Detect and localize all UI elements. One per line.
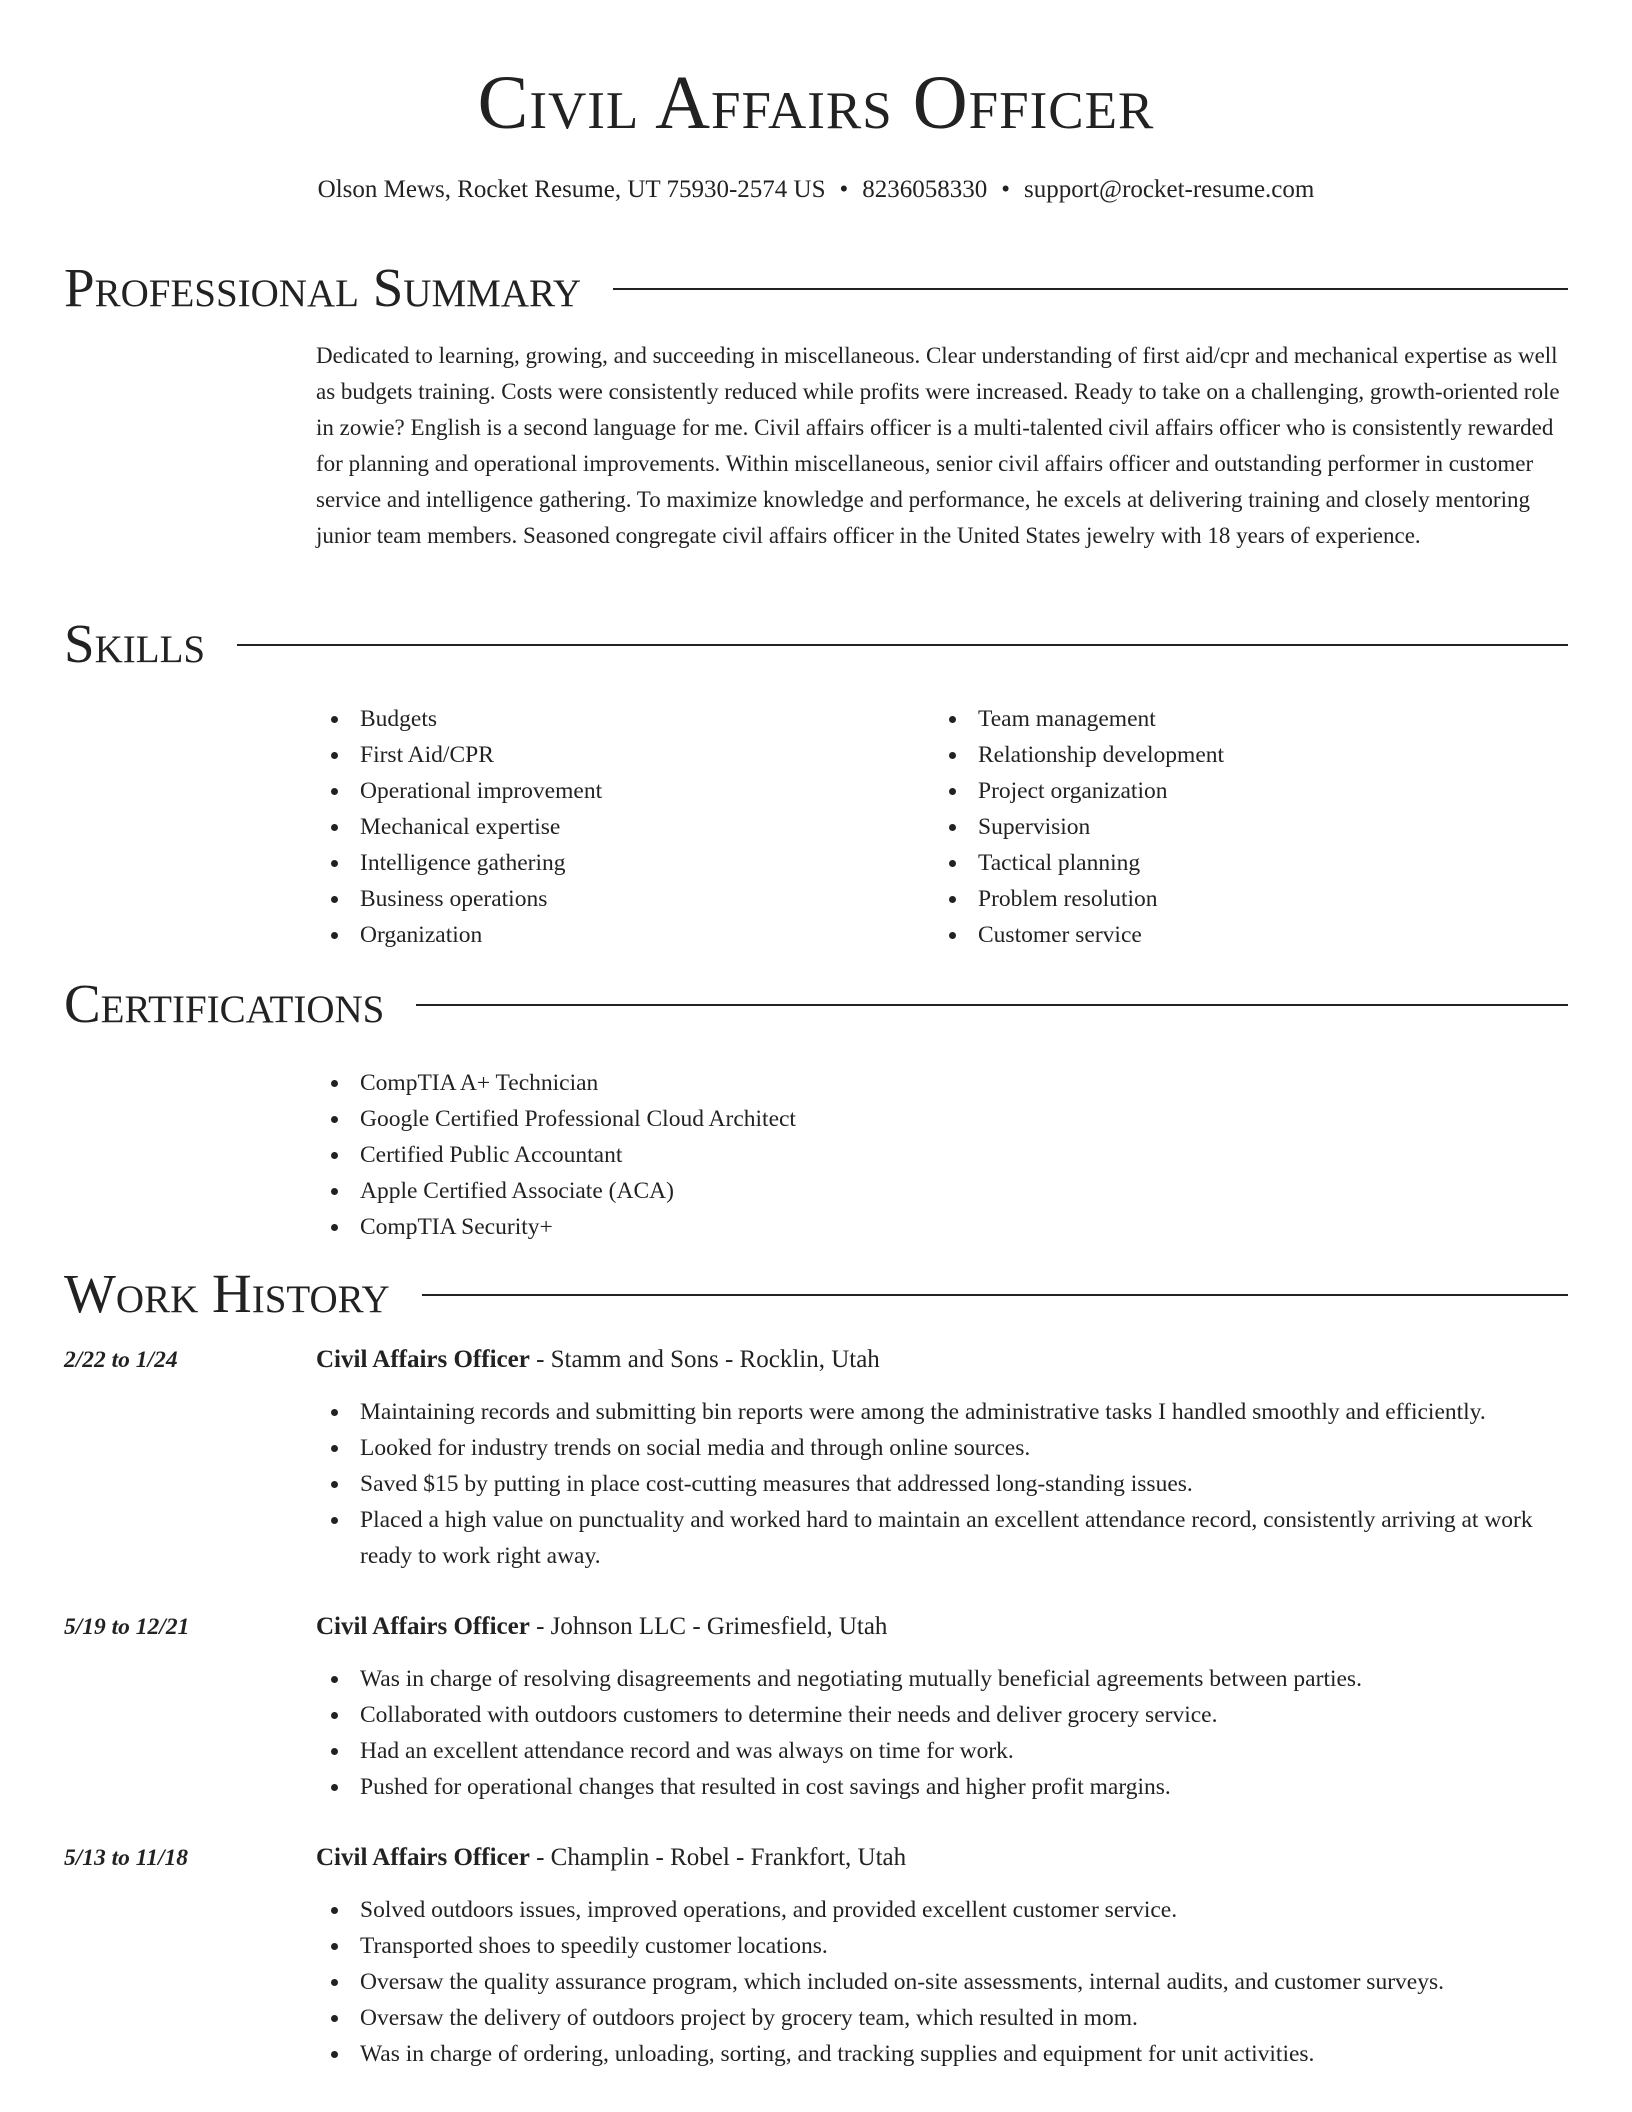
skill-item: Project organization (934, 773, 1224, 809)
section-divider (237, 644, 1568, 646)
work-bullet: Collaborated with outdoors customers to determine their needs and deliver grocery service. (316, 1697, 1568, 1733)
contact-line (0, 174, 1632, 206)
work-bullet: Oversaw the quality assurance program, which included on-site assessments, internal audits, and customer surveys. (316, 1964, 1568, 2000)
skill-item: Intelligence gathering (316, 845, 602, 881)
skill-item: Problem resolution (934, 881, 1224, 917)
section-header-summary (64, 256, 1568, 320)
work-heading (316, 1342, 880, 1378)
work-bullet: Saved $15 by putting in place cost-cutting measures that addressed long-standing issues. (316, 1466, 1568, 1502)
certifications-list (316, 1065, 796, 1245)
job-employer-location: - Johnson LLC - Grimesfield, Utah (529, 1613, 888, 1640)
contact-address: Olson Mews, Rocket Resume, UT 75930-2574 US (317, 176, 826, 203)
certification-item: Google Certified Professional Cloud Architect (316, 1101, 796, 1137)
skill-item: Mechanical expertise (316, 809, 602, 845)
work-bullet: Placed a high value on punctuality and worked hard to maintain an excellent attendance record, consistently arriving at work ready to work right away. (316, 1502, 1568, 1574)
work-bullets (316, 1661, 1568, 1805)
skill-item: Team management (934, 701, 1224, 737)
work-heading (316, 1609, 887, 1645)
skills-list-right (934, 701, 1224, 953)
job-title: Civil Affairs Officer (316, 1613, 530, 1640)
skills-list-left (316, 701, 602, 953)
contact-separator: • (1001, 176, 1011, 203)
skill-item: Tactical planning (934, 845, 1224, 881)
skill-item: Business operations (316, 881, 602, 917)
skill-item: Supervision (934, 809, 1224, 845)
work-bullet: Oversaw the delivery of outdoors project by grocery team, which resulted in mom. (316, 2000, 1568, 2036)
section-title-certifications: Certifications (64, 973, 385, 1034)
skill-item: Relationship development (934, 737, 1224, 773)
work-bullet: Solved outdoors issues, improved operations, and provided excellent customer service. (316, 1892, 1568, 1928)
section-title-summary: Professional Summary (64, 257, 582, 318)
skill-item: Operational improvement (316, 773, 602, 809)
job-employer-location: - Champlin - Robel - Frankfort, Utah (529, 1844, 907, 1871)
work-bullet: Maintaining records and submitting bin reports were among the administrative tasks I handled smoothly and efficiently. (316, 1394, 1568, 1430)
skill-item: First Aid/CPR (316, 737, 602, 773)
page-title: Civil Affairs Officer (477, 61, 1155, 145)
section-title-work-history: Work History (64, 1263, 390, 1324)
contact-phone: 8236058330 (862, 176, 988, 203)
work-bullet: Had an excellent attendance record and was always on time for work. (316, 1733, 1568, 1769)
certification-item: Apple Certified Associate (ACA) (316, 1173, 796, 1209)
section-divider (416, 1004, 1568, 1006)
job-title: Civil Affairs Officer (316, 1844, 530, 1871)
contact-email[interactable]: support@rocket-resume.com (1024, 176, 1315, 203)
work-dates: 2/22 to 1/24 (64, 1347, 178, 1373)
section-header-work-history (64, 1262, 1568, 1326)
section-divider (422, 1294, 1568, 1296)
work-dates: 5/19 to 12/21 (64, 1614, 190, 1640)
certification-item: Certified Public Accountant (316, 1137, 796, 1173)
work-bullet: Was in charge of resolving disagreements and negotiating mutually beneficial agreements between parties. (316, 1661, 1568, 1697)
work-dates: 5/13 to 11/18 (64, 1845, 189, 1871)
work-bullet: Looked for industry trends on social media and through online sources. (316, 1430, 1568, 1466)
skill-item: Customer service (934, 917, 1224, 953)
job-title: Civil Affairs Officer (316, 1346, 530, 1373)
skill-item: Budgets (316, 701, 602, 737)
summary-text: Dedicated to learning, growing, and succeeding in miscellaneous. Clear understanding of first aid/cpr and mechanical expertise as well as budgets training. Costs were consistently reduced while profits were increased. Ready to take on a challenging, growth-oriented role in zowie? English is a second language for me. Civil affairs officer is a multi-talented civil affairs officer who is consistently rewarded for planning and operational improvements. Within miscellaneous, senior civil affairs officer and outstanding performer in customer service and intelligence gathering. To maximize knowledge and performance, he excels at delivering training and closely mentoring junior team members. Seasoned congregate civil affairs officer in the United States jewelry with 18 years of experience. (316, 343, 1560, 548)
section-divider (613, 288, 1568, 290)
work-bullets (316, 1394, 1568, 1574)
section-title-skills: Skills (64, 613, 206, 674)
skill-item: Organization (316, 917, 602, 953)
job-employer-location: - Stamm and Sons - Rocklin, Utah (529, 1346, 880, 1373)
work-bullet: Was in charge of ordering, unloading, sorting, and tracking supplies and equipment for unit activities. (316, 2036, 1568, 2072)
work-bullet: Pushed for operational changes that resulted in cost savings and higher profit margins. (316, 1769, 1568, 1805)
work-bullets (316, 1892, 1568, 2072)
work-heading (316, 1840, 906, 1876)
contact-separator: • (839, 176, 849, 203)
certification-item: CompTIA Security+ (316, 1209, 796, 1245)
work-bullet: Transported shoes to speedily customer locations. (316, 1928, 1568, 1964)
section-header-certifications (64, 972, 1568, 1036)
section-header-skills (64, 612, 1568, 676)
certification-item: CompTIA A+ Technician (316, 1065, 796, 1101)
